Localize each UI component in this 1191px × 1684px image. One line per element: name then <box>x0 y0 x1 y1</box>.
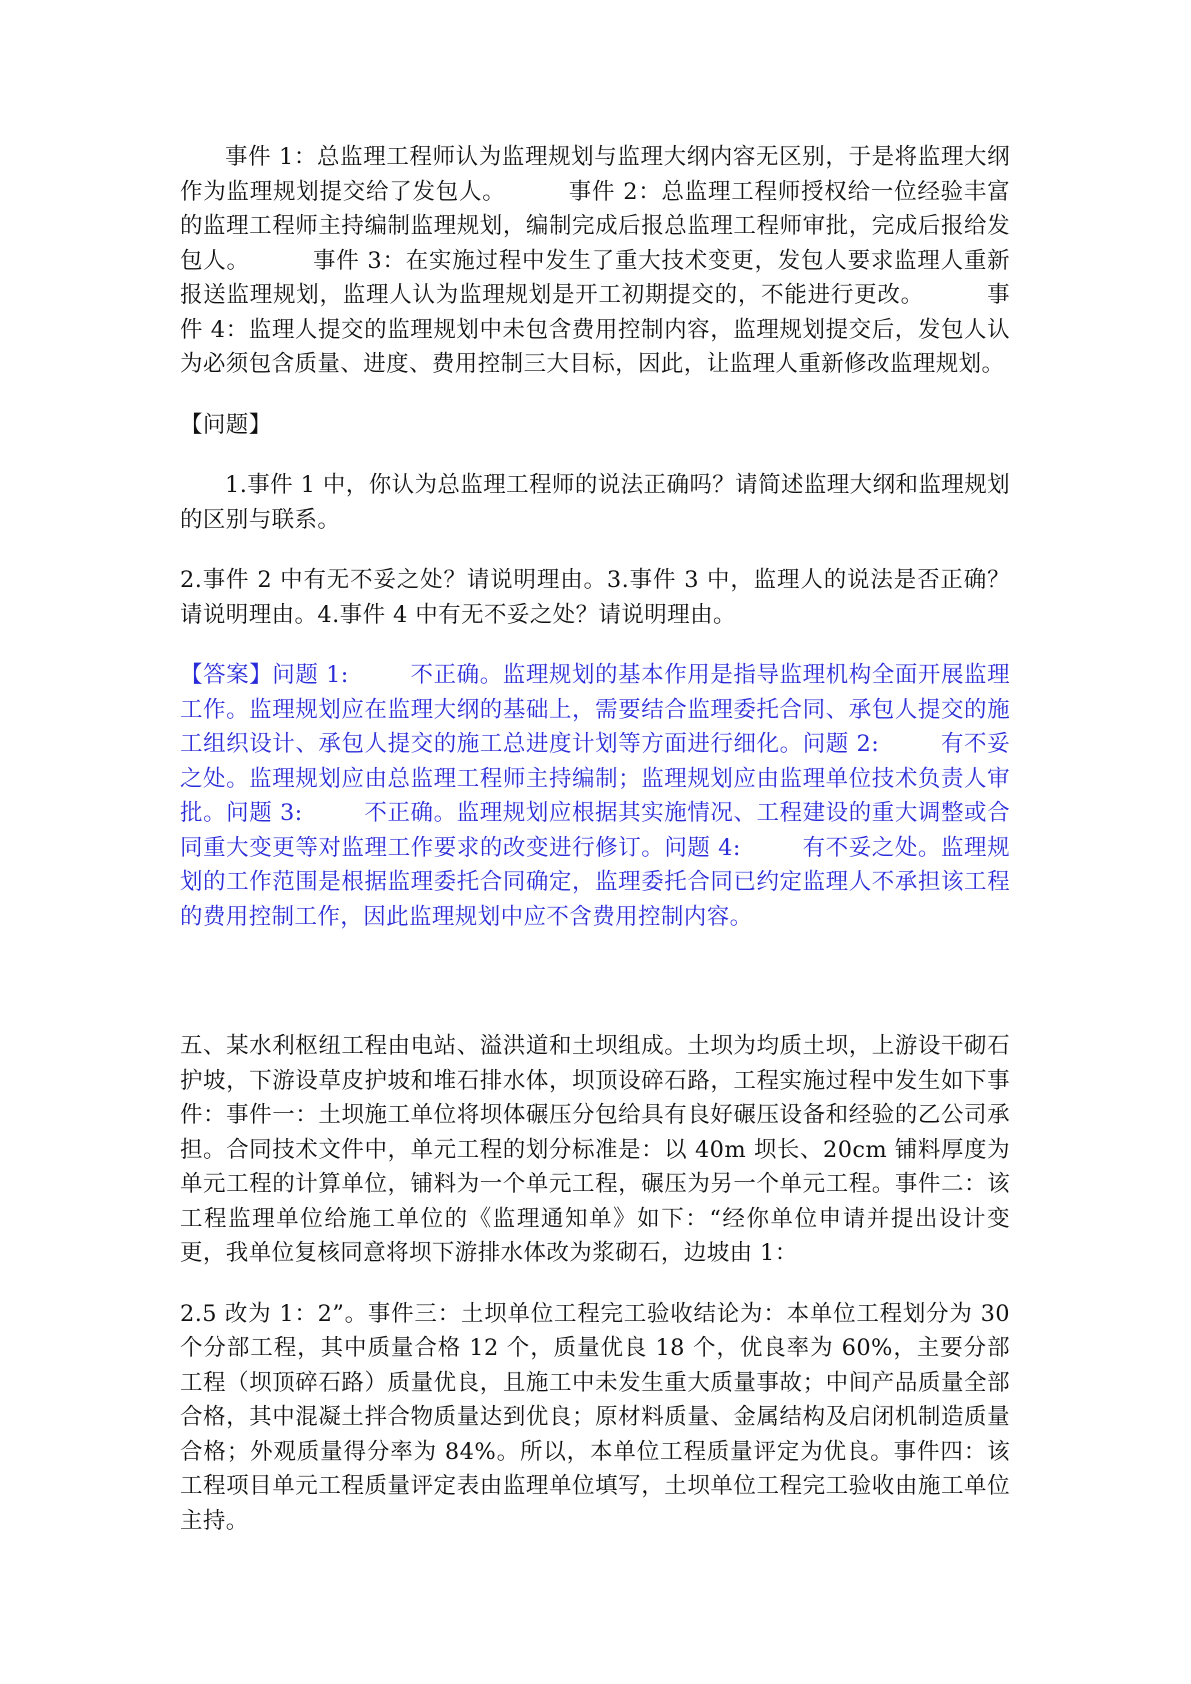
question-1-paragraph: 1.事件 1 中，你认为总监理工程师的说法正确吗？请简述监理大纲和监理规划的区别与联系。 <box>180 472 1010 533</box>
section-5-paragraph-1: 五、某水利枢纽工程由电站、溢洪道和土坝组成。土坝为均质土坝，上游设干砌石护坡，下游设草皮护坡和堆石排水体，坝顶设碎石路，工程实施过程中发生如下事件：事件一：土坝施工单位将坝体碾压分包给具有良好碾压设备和经验的乙公司承担。合同技术文件中，单元工程的划分标准是：以 40m 坝长、20cm 铺料厚度为单元工程的计算单位，铺料为一个单元工程，碾压为另一个单元工程。事件二：该工程监理单位给施工单位的《监理通知单》如下：“经你单位申请并提出设计变更，我单位复核同意将坝下游排水体改为浆砌石，边坡由 1： <box>180 1033 1010 1266</box>
scenario-paragraph: 事件 1：总监理工程师认为监理规划与监理大纲内容无区别，于是将监理大纲作为监理规划提交给了发包人。 事件 2：总监理工程师授权给一位经验丰富的监理工程师主持编制监理规划，编制完成后报总监理工程师审批，完成后报给发包人。 事件 3：在实施过程中发生了重大技术变更，发包人要求监理人重新报送监理规划，监理人认为监理规划是开工初期提交的，不能进行更改。 事件 4：监理人提交的监理规划中未包含费用控制内容，监理规划提交后，发包人认为必须包含质量、进度、费用控制三大目标，因此，让监理人重新修改监理规划。 <box>180 144 1010 377</box>
spacer <box>180 632 1010 658</box>
document-page <box>180 140 1018 1538</box>
spacer <box>180 442 1010 468</box>
question-heading: 【问题】 <box>180 411 272 438</box>
spacer <box>180 382 1010 408</box>
spacer <box>180 537 1010 563</box>
answer-paragraph: 【答案】问题 1: 不正确。监理规划的基本作用是指导监理机构全面开展监理工作。监理规划应在监理大纲的基础上，需要结合监理委托合同、承包人提交的施工组织设计、承包人提交的施工总进度计划等方面进行细化。问题 2: 有不妥之处。监理规划应由总监理工程师主持编制；监理规划应由监理单位技术负责人审批。问题 3: 不正确。监理规划应根据其实施情况、工程建设的重大调整或合同重大变更等对监理工作要求的改变进行修订。问题 4: 有不妥之处。监理规划的工作范围是根据监理委托合同确定，监理委托合同已约定监理人不承担该工程的费用控制工作，因此监理规划中应不含费用控制内容。 <box>180 662 1010 930</box>
section-5-paragraph-2: 2.5 改为 1：2”。事件三：土坝单位工程完工验收结论为：本单位工程划分为 30 个分部工程，其中质量合格 12 个，质量优良 18 个，优良率为 60%，主要分部工程（坝顶碎石路）质量优良，且施工中未发生重大质量事故；中间产品质量全部合格，其中混凝土拌合物质量达到优良；原材料质量、金属结构及启闭机制造质量合格；外观质量得分率为 84%。所以，本单位工程质量评定为优良。事件四：该工程项目单元工程质量评定表由监理单位填写，土坝单位工程完工验收由施工单位主持。 <box>180 1300 1018 1534</box>
spacer <box>180 934 1010 1029</box>
spacer <box>180 1271 1010 1297</box>
questions-2-4-paragraph: 2.事件 2 中有无不妥之处？请说明理由。3.事件 3 中，监理人的说法是否正确？请说明理由。4.事件 4 中有无不妥之处？请说明理由。 <box>180 567 1010 628</box>
